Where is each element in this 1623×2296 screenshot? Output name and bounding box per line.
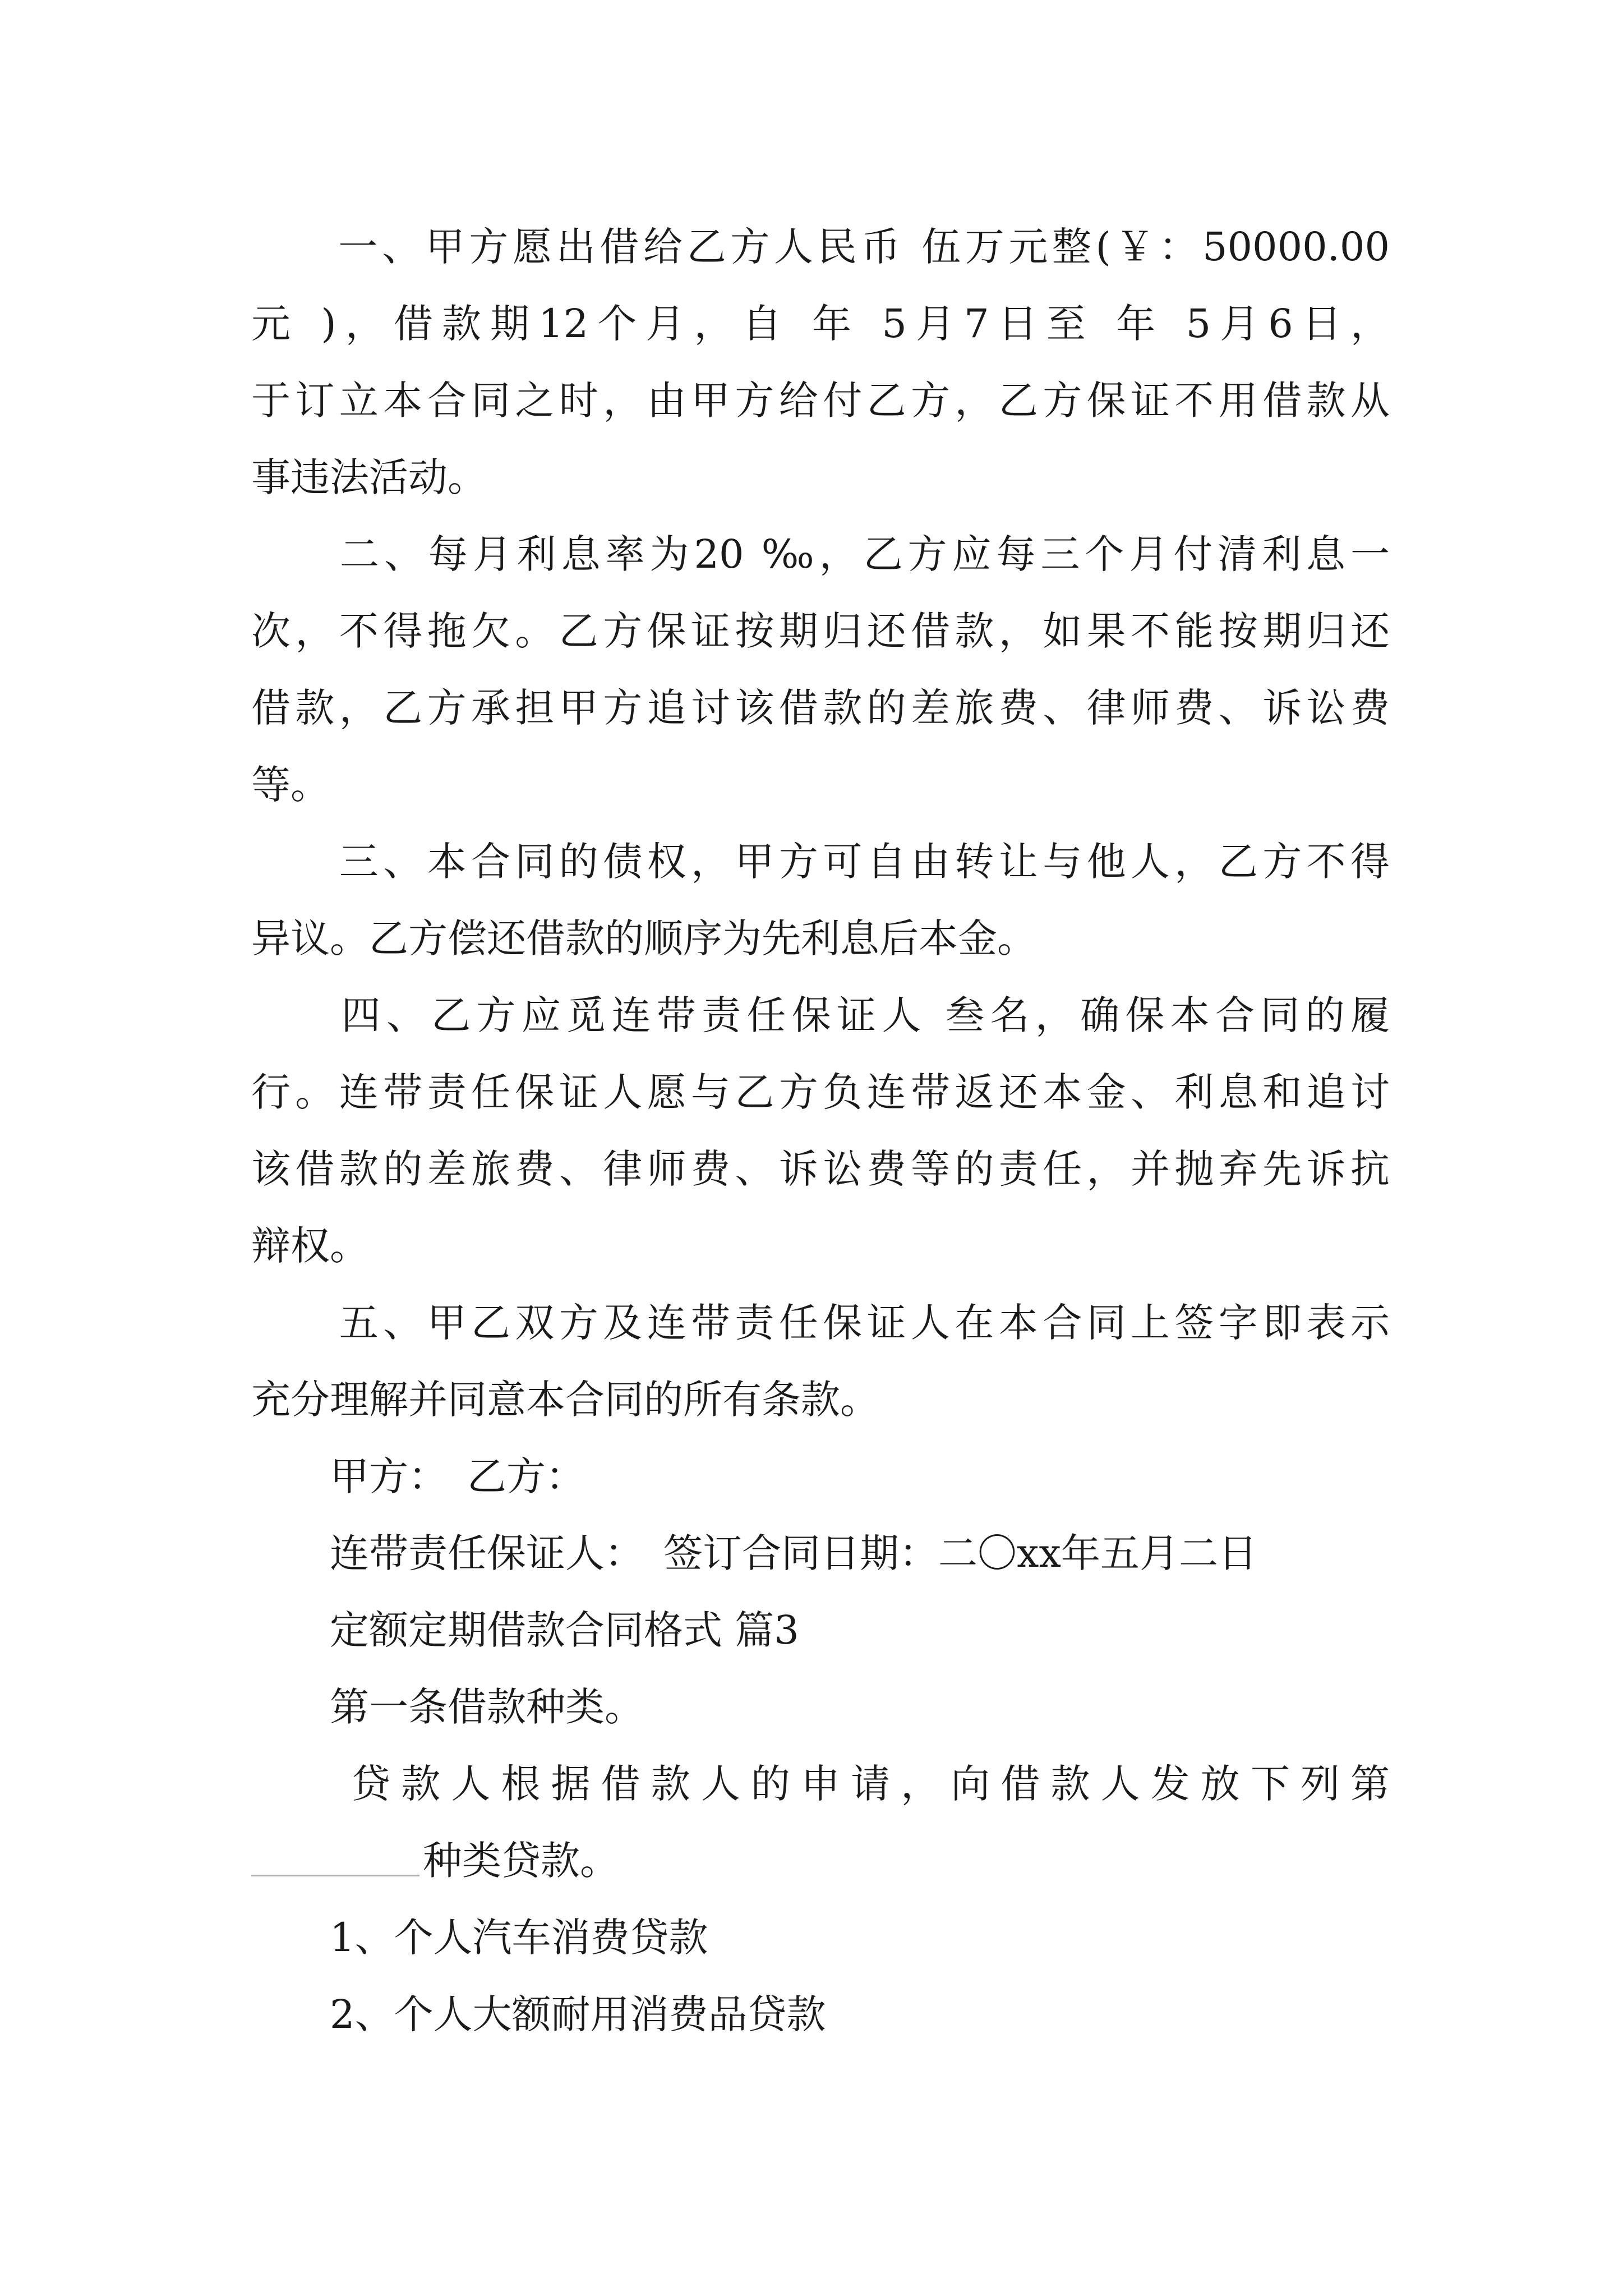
list-item-2: 2、个人大额耐用消费品贷款 — [251, 1991, 826, 2037]
paragraph-1-line-4: 事违法活动。 — [251, 454, 487, 500]
paragraph-2-line-2: 次，不得拖欠。乙方保证按期归还借款，如果不能按期归还 — [251, 608, 1390, 654]
paragraph-3-line-1: 三、本合同的债权，甲方可自由转让与他人，乙方不得 — [251, 839, 1390, 885]
paragraph-4-line-3: 该借款的差旅费、律师费、诉讼费等的责任，并抛弃先诉抗 — [251, 1146, 1390, 1192]
paragraph-4-line-4: 辩权。 — [251, 1223, 369, 1269]
paragraph-2-line-1: 二、每月利息率为20 ‰，乙方应每三个月付清利息一 — [251, 531, 1390, 577]
signature-parties: 甲方： 乙方： — [251, 1453, 585, 1499]
loan-type-text: 种类贷款。 — [423, 1838, 619, 1884]
paragraph-2-line-4: 等。 — [251, 762, 330, 808]
paragraph-1-line-3: 于订立本合同之时，由甲方给付乙方，乙方保证不用借款从 — [251, 378, 1390, 424]
paragraph-5-line-2: 充分理解并同意本合同的所有条款。 — [251, 1377, 879, 1423]
list-item-1: 1、个人汽车消费贷款 — [251, 1915, 708, 1961]
paragraph-3-line-2: 异议。乙方偿还借款的顺序为先利息后本金。 — [251, 915, 1036, 961]
paragraph-2-line-3: 借款，乙方承担甲方追讨该借款的差旅费、律师费、诉讼费 — [251, 685, 1390, 731]
paragraph-5-line-1: 五、甲乙双方及连带责任保证人在本合同上签字即表示 — [251, 1300, 1390, 1346]
article-1-title: 第一条借款种类。 — [251, 1684, 644, 1730]
article-1-text-line-2 — [251, 1835, 1390, 1886]
section-heading: 定额定期借款合同格式 篇3 — [251, 1607, 799, 1653]
paragraph-1-line-2: 元 )，借款期12个月，自 年 5月7日至 年 5月6日， — [251, 301, 1390, 347]
guarantor-and-date: 连带责任保证人： 签订合同日期：二〇xx年五月二日 — [251, 1530, 1257, 1576]
article-1-text-line-1: 贷款人根据借款人的申请，向借款人发放下列第 — [251, 1761, 1390, 1807]
paragraph-4-line-2: 行。连带责任保证人愿与乙方负连带返还本金、利息和追讨 — [251, 1069, 1390, 1115]
paragraph-1-line-1: 一、甲方愿出借给乙方人民币 伍万元整(￥：50000.00 — [251, 224, 1390, 270]
fill-in-blank — [251, 1835, 419, 1876]
paragraph-4-line-1: 四、乙方应觅连带责任保证人 叁名，确保本合同的履 — [251, 992, 1390, 1038]
